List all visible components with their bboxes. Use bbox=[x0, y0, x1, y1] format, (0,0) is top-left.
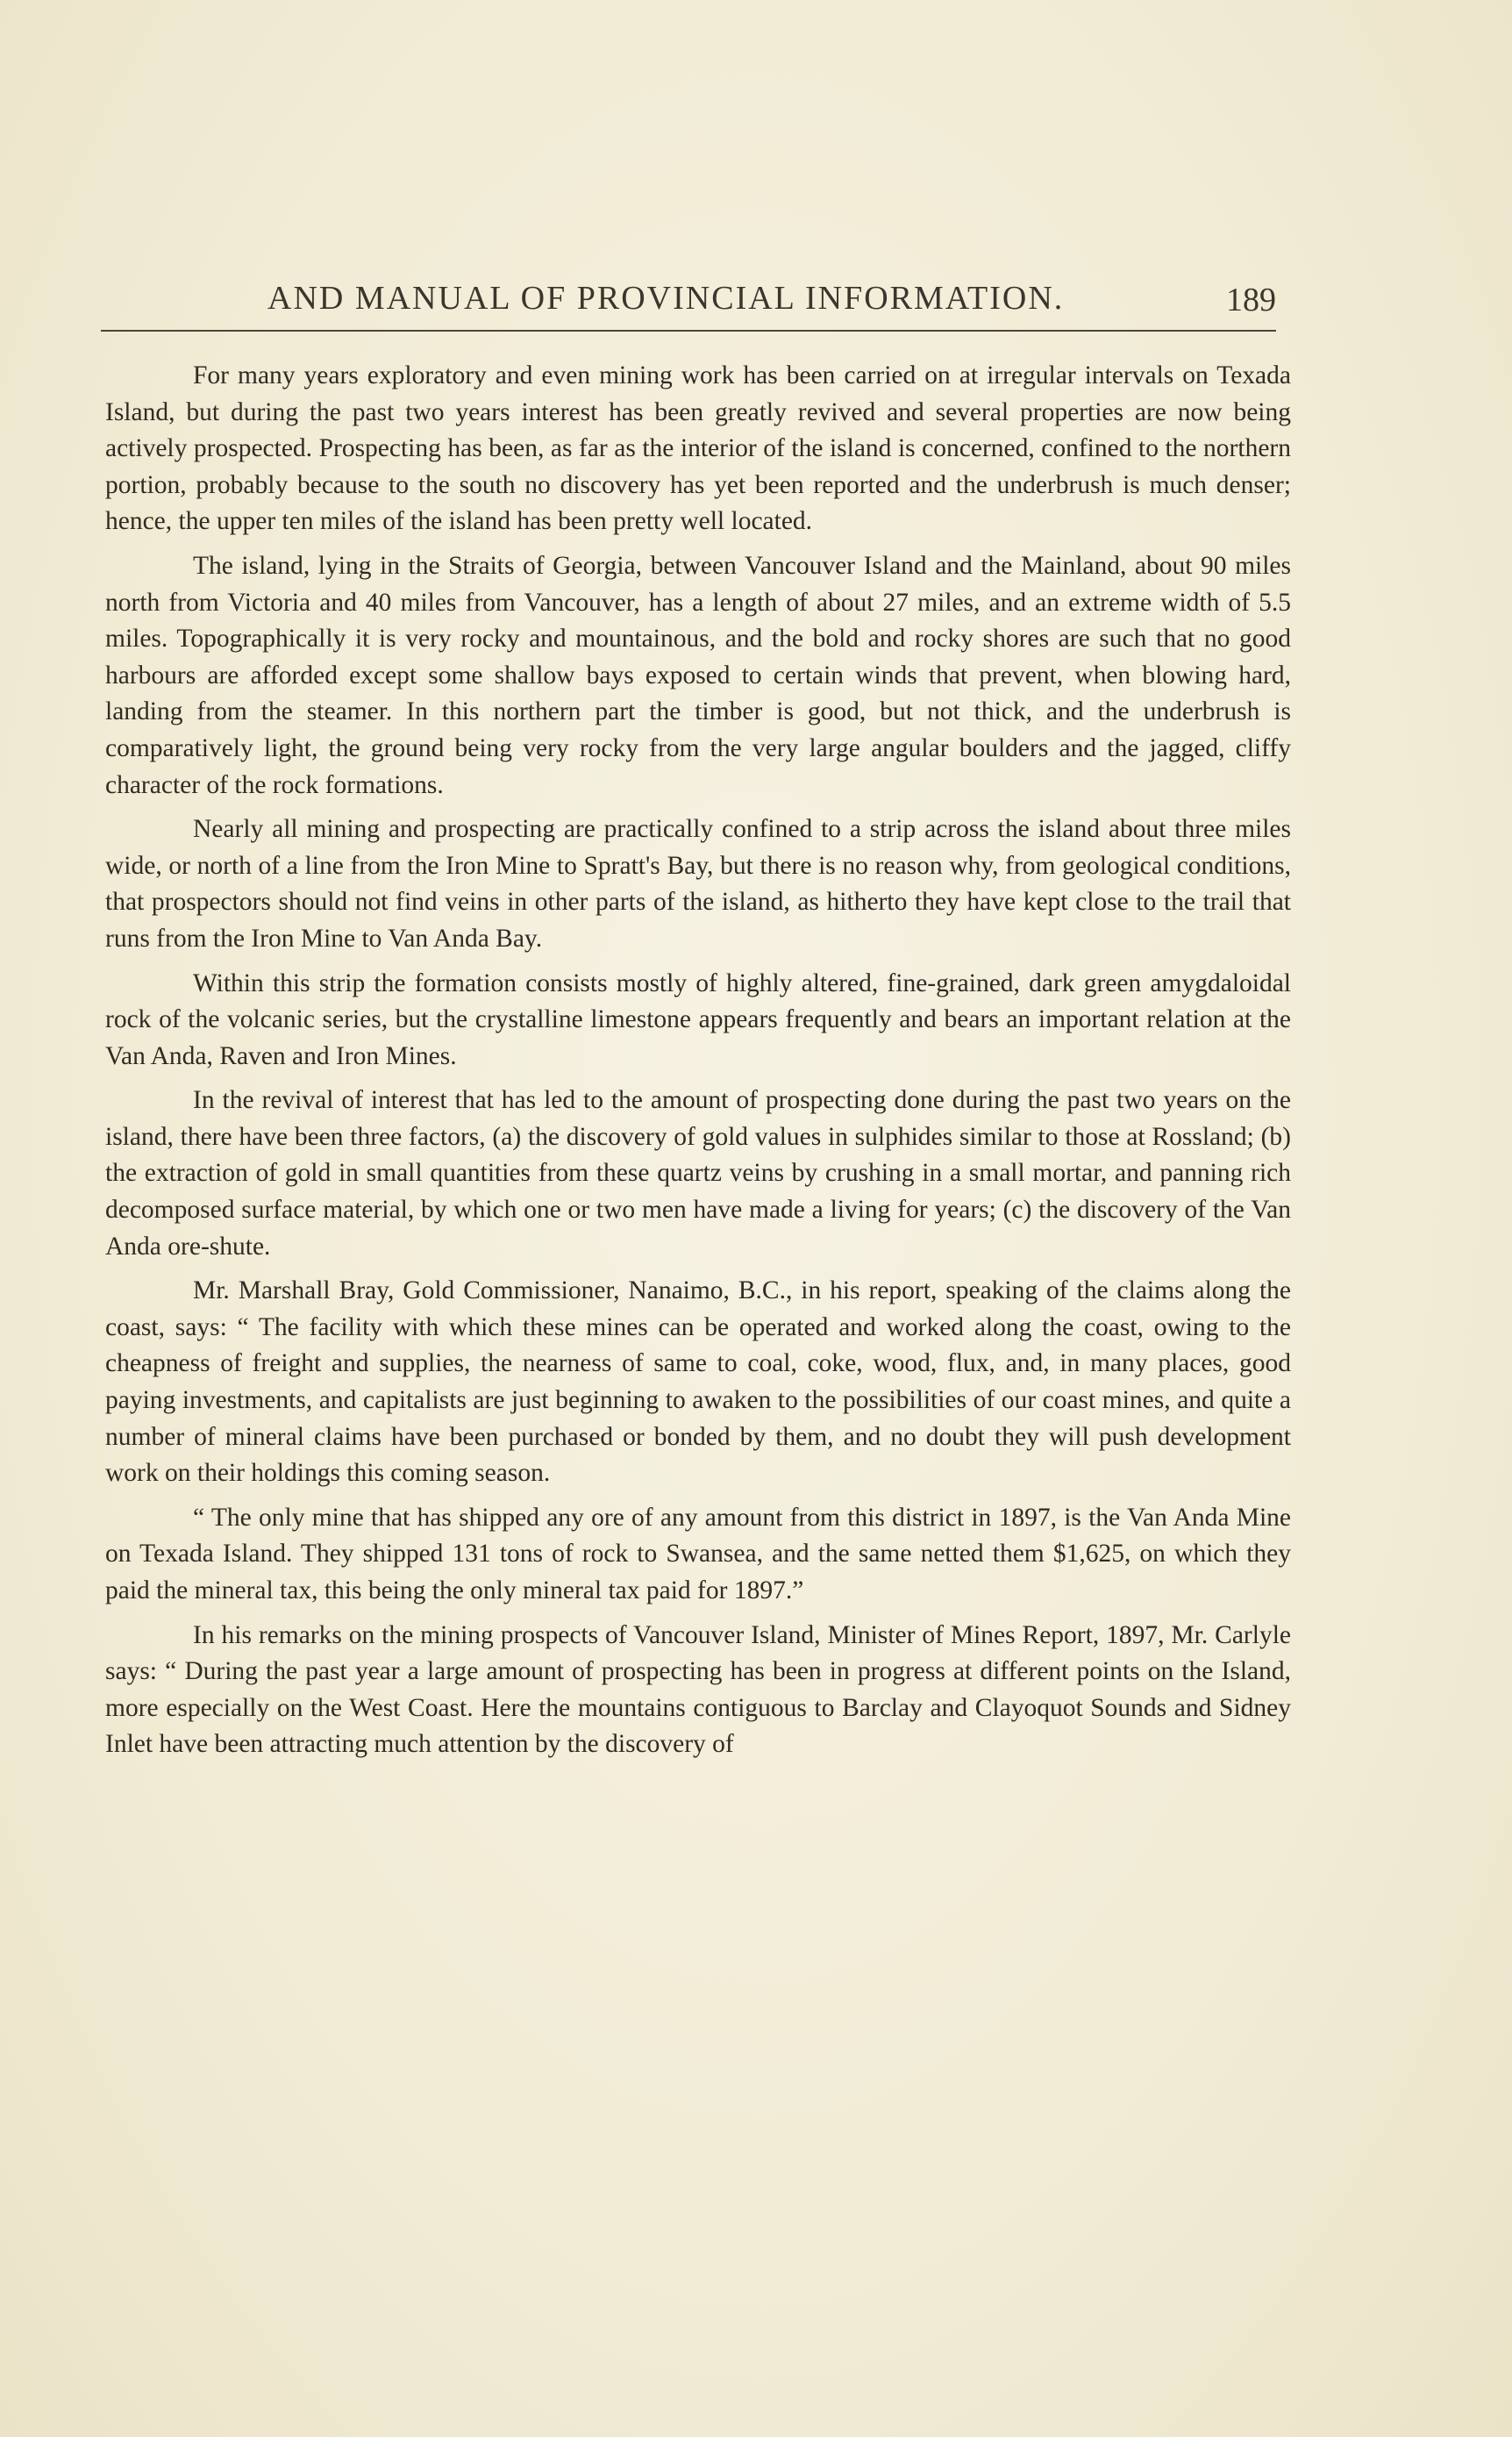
paragraph: In the revival of interest that has led to the amount of prospecting done during the past two years on the island, there have been three factors, (a) the discovery of gold values in sulphides similar to those at Rossland; (b) the extraction of gold in small quantities from these quartz veins by crushing in a small mortar, and panning rich decomposed surface material, by which one or two men have made a living for years; (c) the discovery of the Van Anda ore-shute. bbox=[105, 1086, 1291, 1261]
paragraph: For many years exploratory and even mining work has been carried on at irregular intervals on Texada Island, but during the past two years interest has been greatly revived and several properties are now being actively prospected. Prospecting has been, as far as the interior of the island is concerned, confined to the northern portion, probably because to the south no discovery has yet been reported and the underbrush is much denser; hence, the upper ten miles of the island has been pretty well located. bbox=[105, 361, 1291, 536]
paragraph: “ The only mine that has shipped any ore of any amount from this district in 1897, is the Van Anda Mine on Texada Island. They shipped 131 tons of rock to Swansea, and the same netted them $1,625, on which they paid the mineral tax, this being the only mineral tax paid for 1897.” bbox=[105, 1503, 1291, 1604]
paragraph: The island, lying in the Straits of Georgia, between Vancouver Island and the Mainland, about 90 miles north from Victoria and 40 miles from Vancouver, has a length of about 27 miles, and an extreme width of 5.5 miles. Topographically it is very rocky and mountainous, and the bold and rocky shores are such that no good harbours are afforded except some shallow bays exposed to certain winds that prevent, when blowing hard, landing from the steamer. In this northern part the timber is good, but not thick, and the underbrush is comparatively light, the ground being very rocky from the very large angular boulders and the jagged, cliffy character of the rock formations. bbox=[105, 551, 1291, 799]
header-rule bbox=[101, 330, 1276, 332]
running-title: AND MANUAL OF PROVINCIAL INFORMATION. bbox=[267, 280, 1065, 317]
page-number: 189 bbox=[1226, 282, 1276, 318]
paragraph: In his remarks on the mining prospects of Vancouver Island, Minister of Mines Report, 1897, Mr. Carlyle says: “ During the past year a large amount of prospecting has been in progress at different points on the Island, more especially on the West Coast. Here the mountains contiguous to Barclay and Clayoquot Sounds and Sidney Inlet have been attracting much attention by the discovery of bbox=[105, 1620, 1291, 1759]
paragraph: Nearly all mining and prospecting are practically confined to a strip across the island about three miles wide, or north of a line from the Iron Mine to Spratt's Bay, but there is no reason why, from geological conditions, that prospectors should not find veins in other parts of the island, as hitherto they have kept close to the trail that runs from the Iron Mine to Van Anda Bay. bbox=[105, 815, 1291, 953]
body-text bbox=[105, 358, 1291, 1771]
running-head bbox=[101, 279, 1276, 323]
paragraph: Mr. Marshall Bray, Gold Commissioner, Nanaimo, B.C., in his report, speaking of the claims along the coast, says: “ The facility with which these mines can be operated and worked along the coast, owing to the cheapness of freight and supplies, the nearness of same to coal, coke, wood, flux, and, in many places, good paying investments, and capitalists are just beginning to awaken to the possibilities of our coast mines, and quite a number of mineral claims have been purchased or bonded by them, and no doubt they will push development work on their holdings this coming season. bbox=[105, 1276, 1291, 1488]
paragraph: Within this strip the formation consists mostly of highly altered, fine-grained, dark green amygdaloidal rock of the volcanic series, but the crystalline limestone appears frequently and bears an important relation at the Van Anda, Raven and Iron Mines. bbox=[105, 968, 1291, 1070]
